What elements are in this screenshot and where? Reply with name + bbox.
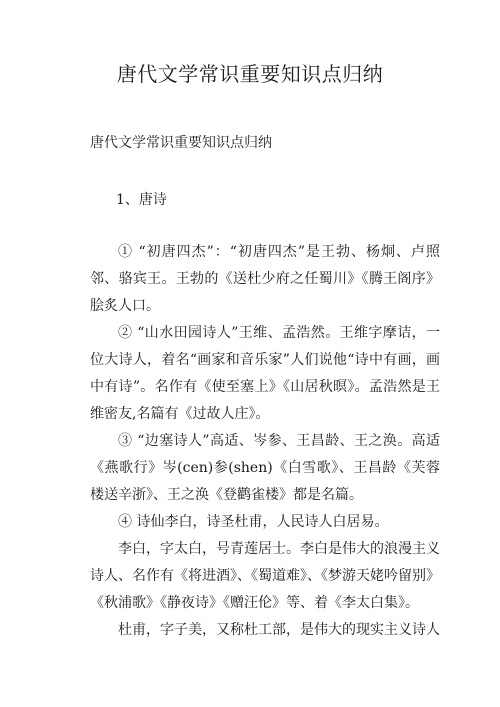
paragraph-early-tang-four: ① “初唐四杰”：“初唐四杰”是王勃、杨炯、卢照邻、骆宾王。王勃的《送杜少府之任蜀川》《腾王阁序》脍炙人口。 <box>90 244 440 314</box>
section-heading: 1、唐诗 <box>116 192 167 208</box>
paragraph-li-bai: 李白，字太白，号青莲居士。李白是伟大的浪漫主义诗人、名作有《将进酒》、《蜀道难》、《梦游天姥吟留别》《秋浦歌》《静夜诗》《赠汪伦》等、着《李太白集》。 <box>90 541 440 611</box>
paragraph-poet-immortal: ④ 诗仙李白，诗圣杜甫，人民诗人白居易。 <box>118 514 389 530</box>
paragraph-landscape-poets: ② “山水田园诗人”王维、孟浩然。王维字摩诘，一位大诗人，着名“画家和音乐家”人们说他“诗中有画，画中有诗”。名作有《使至塞上》《山居秋暝》。孟浩然是王维密友,名篇有《过故人庄》。 <box>90 325 440 422</box>
paragraph-frontier-poets: ③ “边塞诗人”高适、岑参、王昌龄、王之涣。高适《燕歌行》岑(cen)参(shen)《白雪歌》、王昌龄《芙蓉楼送辛浙》、王之涣《登鹳雀楼》都是名篇。 <box>90 433 440 503</box>
document-subtitle: 唐代文学常识重要知识点归纳 <box>90 135 272 151</box>
document-title: 唐代文学常识重要知识点归纳 <box>116 62 384 86</box>
body-text <box>90 239 440 644</box>
paragraph-du-fu: 杜甫，字子美，又称杜工部，是伟大的现实主义诗人 <box>118 622 440 638</box>
